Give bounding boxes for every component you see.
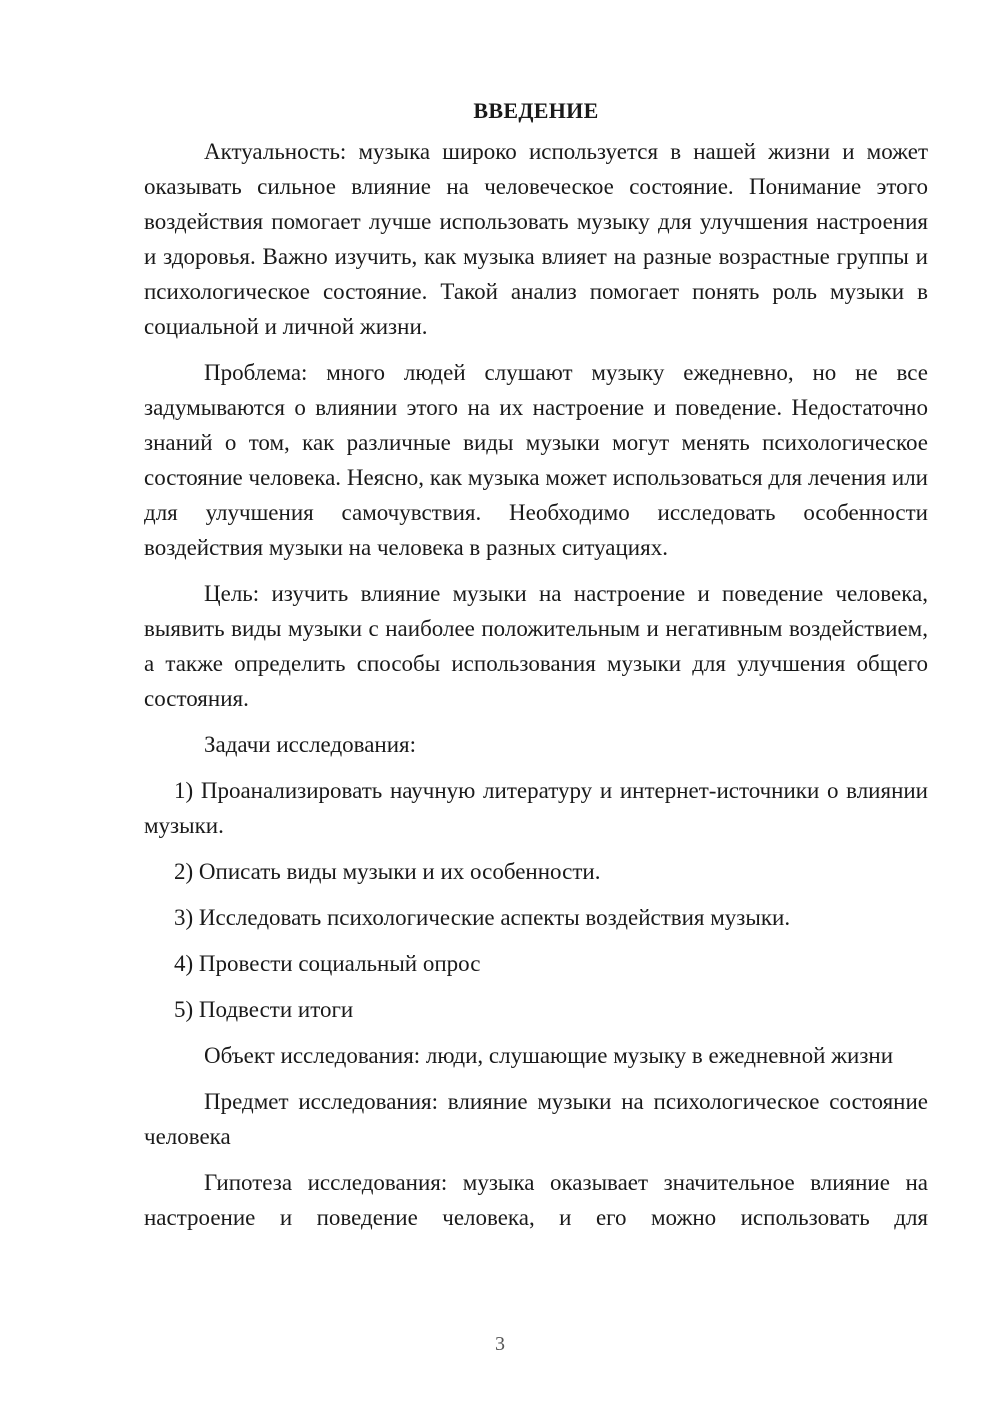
task-item-3: 3) Исследовать психологические аспекты воздействия музыки. bbox=[174, 905, 791, 930]
task-item-2: 2) Описать виды музыки и их особенности. bbox=[174, 859, 601, 884]
task-item-5: 5) Подвести итоги bbox=[174, 997, 354, 1022]
paragraph-relevance: Актуальность: музыка широко используется в нашей жизни и может оказывать сильное влияние на человеческое состояние. Понимание этого воздействия помогает лучше использовать музыку для улучшения настроения и здоровья. Важно изучить, как музыка влияет на разные возрастные группы и психологическое состояние. Такой анализ помогает понять роль музыки в социальной и личной жизни. bbox=[144, 139, 928, 339]
paragraph-goal: Цель: изучить влияние музыки на настроение и поведение человека, выявить виды музыки с наиболее положительным и негативным воздействием, а также определить способы использования музыки для улучшения общего состояния. bbox=[144, 581, 928, 711]
paragraph-object: Объект исследования: люди, слушающие музыку в ежедневной жизни bbox=[204, 1043, 894, 1068]
paragraph-tasks-heading: Задачи исследования: bbox=[204, 732, 417, 757]
paragraph-subject: Предмет исследования: влияние музыки на психологическое состояние человека bbox=[144, 1089, 928, 1149]
paragraph-hypothesis: Гипотеза исследования: музыка оказывает значительное влияние на настроение и поведение человека, и его можно использовать для bbox=[144, 1170, 928, 1230]
page-body bbox=[144, 93, 928, 1246]
task-item-1: 1) Проанализировать научную литературу и интернет-источники о влиянии музыки. bbox=[144, 778, 928, 838]
page-number: 3 bbox=[495, 1333, 505, 1355]
section-title: ВВЕДЕНИЕ bbox=[473, 98, 599, 123]
task-item-4: 4) Провести социальный опрос bbox=[174, 951, 481, 976]
paragraph-problem: Проблема: много людей слушают музыку ежедневно, но не все задумываются о влиянии этого на их настроение и поведение. Недостаточно знаний о том, как различные виды музыки могут менять психологическое состояние человека. Неясно, как музыка может использоваться для лечения или для улучшения самочувствия. Необходимо исследовать особенности воздействия музыки на человека в разных ситуациях. bbox=[144, 360, 928, 560]
